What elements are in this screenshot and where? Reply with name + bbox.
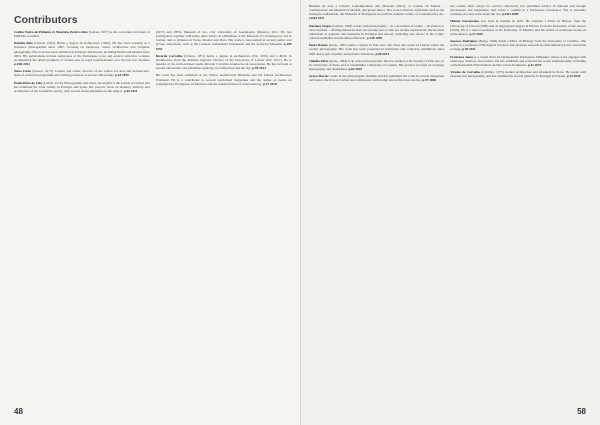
contributor-page-ref: p.41 2019 [527, 62, 542, 67]
contributor-entry [309, 74, 445, 82]
contributor-entry [450, 19, 586, 36]
contributor-entry [14, 41, 150, 66]
right-page-columns [309, 4, 587, 403]
page-title: Contributors [14, 14, 78, 26]
page-number-right: 58 [577, 407, 586, 416]
contributor-page-ref: p.88 2014 [375, 51, 390, 56]
contributor-page-ref: p.49 2021 [123, 88, 138, 93]
contributor-entry [450, 70, 586, 78]
contributor-entry [156, 54, 292, 71]
contributor-bio: Biennial de Arte e Cultura Contemporânea and Museum (2021), at Galerie du Monde – Contemporary Art Museum of Madrid, and group shows. Her work is held in collections such as the Fundação Gulbenkian, the Museum of Portuguese Art and the Atlantic Centre of Contemporary Art. [308, 4, 445, 17]
contributor-entry [450, 55, 586, 67]
contributor-name: Vicente de Carvalho [450, 70, 482, 75]
contributor-page-ref: p.FRI 2012 [14, 62, 30, 67]
contributor-bio: (Lisbon, 1962). Holds a degree in architecture (1992). He has been working as a freelance photographer since 1997, focusing on landscape, urban, architecture and sculpture photography. His work has been exhibited in Portugal and abroad, including Berlin and Madrid since 2004. His publications include landscapes of the Portuguese coast and several collective volumes documenting the urban periphery of Lisbon and its rapid transformation over the last two decades. [14, 41, 150, 62]
text-column [450, 4, 586, 403]
right-page [301, 0, 600, 425]
contributor-entry [156, 73, 292, 85]
contributor-page-ref: p.97 2006 [422, 78, 436, 83]
text-column [156, 30, 292, 403]
text-column [14, 30, 150, 403]
contributor-bio: (Lisbon, 1971) holds a degree in Architecture (FA, 1995) and a Ph.D. in Architecture from the Instituto Superior Técnico of the University of Lisbon (IST, 2017). He is founder of the Lisbon-based studio Ricardo Carvalho Arquitectos & Associados. He has lectured at several universities and publishes regularly on architecture and the city. [155, 53, 292, 71]
page-number-left: 48 [14, 407, 23, 416]
contributor-bio: (Lisbon, 1957) is the co-founder and head of PORTAL Coimbra. [14, 30, 150, 39]
contributor-entry [309, 43, 445, 55]
contributor-bio: (Porto, 1967) holds a degree in Fine Arts. She lives and works in Lisbon where she teaches photography. Her work has been presented in individual and collective exhibitions since 1993 and is part of public and private collections. [308, 43, 445, 56]
contributor-bio: (Braga, 1969) holds a Ph.D. in Biology from the University of Coimbra. She works as a professor of Biological Sciences and develops research in environmental policy and urban ecology. [450, 39, 586, 52]
contributor-name: Paula Dantas [308, 43, 329, 48]
contributor-name: Mariana Viegas [308, 23, 333, 28]
contributor-page-ref: p.32 2020 [566, 74, 581, 79]
contributor-bio: His work has been exhibited at the Venice Architecture Biennale and the Lisbon Architecture Triennale. He is a contributor to several specialised magazines and the author of books on contemporary Portuguese architecture and the transformation of urban territory. [155, 73, 292, 86]
contributor-bio: works in the photographic medium and has published her work in several magazines and books; she lives in Lisbon and collaborates with design and architecture studios. [308, 74, 445, 83]
contributor-page-ref: p.99 2011 [462, 47, 476, 52]
contributor-bio: (Coimbra, 1975) studied architecture and urbanism in Porto. He works with drawing and photography, and has exhibited in several galleries in Portugal and Spain. [450, 70, 586, 79]
contributor-page-ref: p.FRI 2011 [308, 16, 325, 21]
contributor-bio: (Porto, 1984) is an artist and researcher. She has studied at the Faculty of Fine Arts of the University of Porto and at Goldsmiths, University of London. Her practice is based on drawing, photography and installation. [308, 58, 445, 72]
contributor-name: Francisco Jones [450, 54, 475, 59]
contributor-name: Ricardo Carvalho [155, 53, 185, 58]
contributor-page-ref: p.FRI 2008 [502, 12, 519, 17]
contributor-page-ref: p.64 2018 [348, 67, 363, 72]
text-column [309, 4, 445, 403]
contributor-entry [14, 69, 150, 77]
contributor-entry [309, 4, 445, 21]
contributor-bio: has written short essays for several collections; has published articles in national and foreign newspapers and magazines; and writes a column in a Portuguese newspaper. She is currently working on a new book about the city. [450, 4, 586, 17]
contributor-name: Helena Vasconcelos [450, 19, 481, 24]
contributor-entry [156, 30, 292, 51]
contributor-page-ref: p.22 2019 [469, 31, 484, 36]
contributor-entry [450, 39, 586, 51]
contributor-entry [14, 30, 150, 38]
contributor-entry [309, 59, 445, 71]
contributor-name: Sucesso Rodrigues [450, 39, 479, 44]
contributor-entry [309, 24, 445, 41]
contributor-entry [450, 4, 586, 16]
contributor-page-ref: p.27 2018 [263, 81, 277, 86]
contributor-page-ref: p.18 1999 [115, 73, 129, 78]
contributor-name: Nuno Faria [14, 69, 33, 74]
contributor-name: Daniela Belo [14, 41, 35, 46]
contributor-bio: was born in Fundão in 1955. He obtained a Ph.D. in History from the University of Lisbon (2000) and an Aggregated degree in History from the University of the Azores (2010). He is a retired professor at the University of Madeira and the author of numerous books on urban history. [450, 19, 586, 36]
contributor-bio: (Lisbon, 1970). Photographer and editor, he studied at the Lisbon art school and has exhibited his work widely in Portugal and Spain. His projects focus on memory, territory and architecture of the twentieth century, with several books published on the subject. [14, 80, 150, 93]
contributor-name: Cecilia Vieira de Pinheiro & Mauricio Pereira Reis [14, 30, 89, 34]
contributor-entry [14, 81, 150, 93]
contributor-name: Paulo Pinto de Vale [14, 80, 43, 85]
left-page-columns [14, 30, 292, 403]
contributor-bio: is a visual artist and independent Portuguese filmmaker whose work engages with landscape, memory and politics. He has exhibited and screened his works internationally, including at the Rotterdam Film Festival and the Centre Pompidou. [450, 54, 586, 67]
contributor-bio: (1957) and PETA Museum of Art, City University of Guadalajara (Mexico) 2011. He has participated, together with many other artists, in exhibitions at the Museum of Contemporary Art in Lisbon, and at galleries in Porto, Madrid and Paris. His work is represented in several public and private collections, such as the Calouste Gulbenkian Foundation and the Serralves Museum. [155, 30, 292, 47]
contributor-page-ref: p.138 1999 [366, 36, 383, 41]
contributor-name: Graça Morais [308, 74, 330, 79]
contributor-bio: (Lisbon, 1973). Curator and writer, director of the Centre for Arts and Architecture, head of curatorial programme and visiting professor at several universities. [14, 69, 150, 78]
contributor-bio: (Lisbon, 1969) works with photography – as a document of reality – in relation to texts and time – offering memories that can become ours or that are readily experienced; she has held exhibitions at galleries and museums in Portugal and abroad, including solo shows at the Centro Cultural de Belém and the Museu Berardo. [308, 23, 445, 41]
contributor-page-ref: p.99 2014 [252, 66, 266, 71]
contributor-page-ref: p.186 1991 [155, 42, 292, 51]
contributor-name: Cláudia Pinto [308, 58, 330, 63]
